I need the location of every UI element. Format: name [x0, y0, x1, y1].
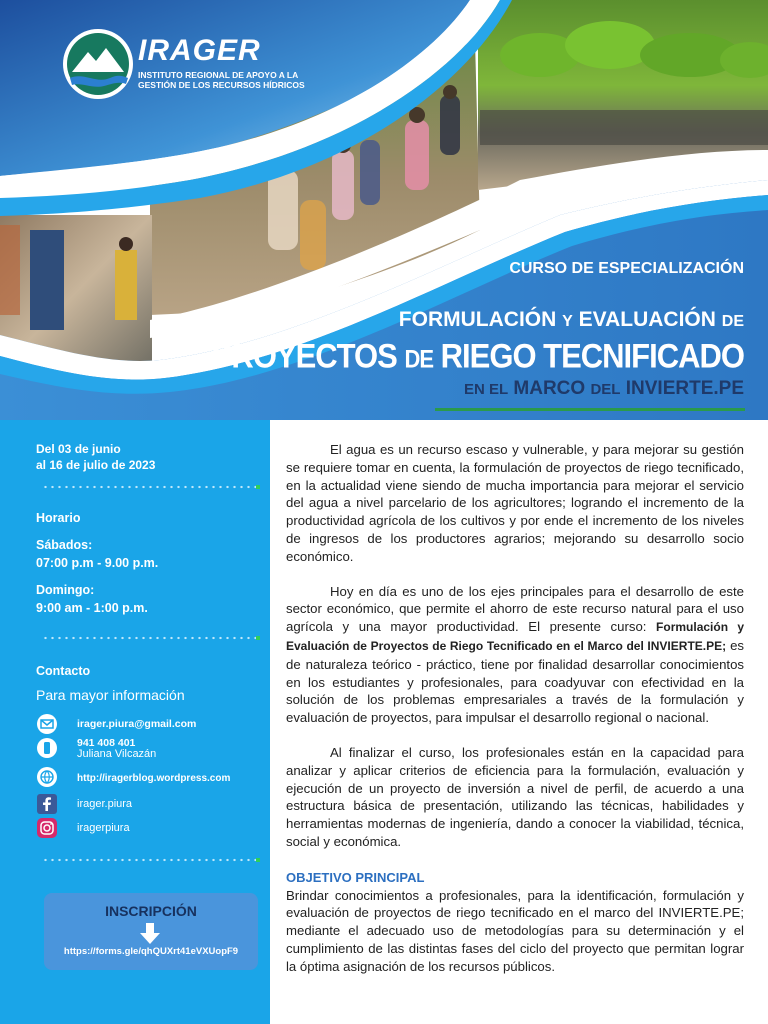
- title-line-2: PROYECTOS DE RIEGO TECNIFICADO: [211, 336, 744, 376]
- phone-contact-name: Juliana Vilcazán: [77, 748, 157, 760]
- paragraph-3: Al finalizar el curso, los profesionales están en la capacidad para analizar y aplicar criterios de eficiencia para la formulación, evaluación y ejecución de un proyecto de inversión a nivel de perfil, de acuerdo a una estructura básica de presentación, utilizando las técnicas, habilidades y herramientas modernas de ingeniería, dando a conocer la viabilidad, técnica, social y económica.: [286, 744, 744, 849]
- course-name-bold: Formulación y Evaluación de Proyectos de Riego Tecnificado en el Marco del INVIERTE.PE;: [286, 620, 744, 653]
- logo-mountain-icon: [62, 28, 134, 100]
- objective-title: OBJETIVO PRINCIPAL: [286, 869, 425, 885]
- phone-icon: [36, 738, 58, 758]
- inscription-link[interactable]: https://forms.gle/qhQUXrt41eVXUopF9: [63, 946, 239, 957]
- instagram-handle[interactable]: iragerpiura: [77, 822, 130, 834]
- divider: [42, 636, 258, 640]
- saturday-label: Sábados:: [36, 538, 93, 552]
- instagram-icon: [36, 818, 58, 838]
- logo-subtitle: INSTITUTO REGIONAL DE APOYO A LA GESTIÓN DE LOS RECURSOS HÍDRICOS: [138, 70, 305, 90]
- divider: [42, 858, 258, 862]
- email-link[interactable]: irager.piura@gmail.com: [77, 718, 197, 730]
- logo-name: IRAGER: [138, 34, 261, 67]
- sunday-label: Domingo:: [36, 583, 95, 597]
- sidebar: [0, 420, 270, 1024]
- sunday-time: 9:00 am - 1:00 p.m.: [36, 601, 148, 615]
- schedule-heading: Horario: [36, 511, 81, 525]
- facebook-icon: [36, 794, 58, 814]
- saturday-time: 07:00 p.m - 9.00 p.m.: [36, 556, 159, 570]
- inscription-box[interactable]: [44, 893, 258, 970]
- arrow-down-icon: [138, 923, 162, 945]
- course-description: [286, 441, 744, 993]
- email-icon: [36, 714, 58, 734]
- phone-number[interactable]: 941 408 401: [77, 737, 136, 749]
- paragraph-2: Hoy en día es uno de los ejes principales para el desarrollo de este sector económico, que permite el ahorro de este recurso natural para el uso agrícola y una mayor productividad. El presente curso: Formulación y Evaluación de Proyectos de Riego Tecnificado en el Marco del INVIERTE.PE; es de naturaleza teórico - práctico, tiene por finalidad desarrollar conocimientos en los estudiantes y profesionales, para coadyuvar con efectividad en la solución de los problemas empresariales a través de la formulación y evaluación de proyectos, para impulsar el desarrollo regional o nacional.: [286, 583, 745, 726]
- hero-banner: [0, 0, 768, 420]
- title-underline: [435, 408, 745, 411]
- globe-icon: [36, 767, 58, 787]
- logo: [62, 28, 312, 108]
- divider: [42, 485, 258, 489]
- course-type: CURSO DE ESPECIALIZACIÓN: [509, 260, 744, 277]
- inscription-title: INSCRIPCIÓN: [105, 903, 197, 919]
- objective-text: Brindar conocimientos a profesionales, para la identificación, formulación y evaluación de proyectos de riego tecnificado en el marco del INVIERTE.PE; mediante el adecuado uso de metodologías para su determinación y el cumplimiento de las distintas fases del ciclo del proyecto que permitan lograr la óptima asignación de los recursos públicos.: [286, 887, 744, 974]
- website-link[interactable]: http://iragerblog.wordpress.com: [77, 773, 231, 784]
- dates-line-2: al 16 de julio de 2023: [36, 458, 156, 472]
- facebook-handle[interactable]: irager.piura: [77, 798, 133, 810]
- paragraph-1: El agua es un recurso escaso y vulnerable, y para mejorar su gestión se requiere tomar en cuenta, la formulación de proyectos de riego tecnificado, en la actualidad viene siendo de mucha importancia para mejorar el servicio del agua a nivel parcelario de los agricultores; logrando el incremento de la productividad agrícola de los cultivos y por ende el incremento de los niveles de ingresos de los productores agrarios; mejorando su desarrollo socio económico.: [286, 442, 744, 564]
- contact-heading: Contacto: [36, 664, 91, 678]
- dates-line-1: Del 03 de junio: [36, 442, 121, 456]
- contact-subheading: Para mayor información: [36, 687, 185, 703]
- title-line-3: EN EL MARCO DEL INVIERTE.PE: [463, 378, 744, 399]
- title-line-1: FORMULACIÓN Y EVALUACIÓN DE: [398, 308, 744, 331]
